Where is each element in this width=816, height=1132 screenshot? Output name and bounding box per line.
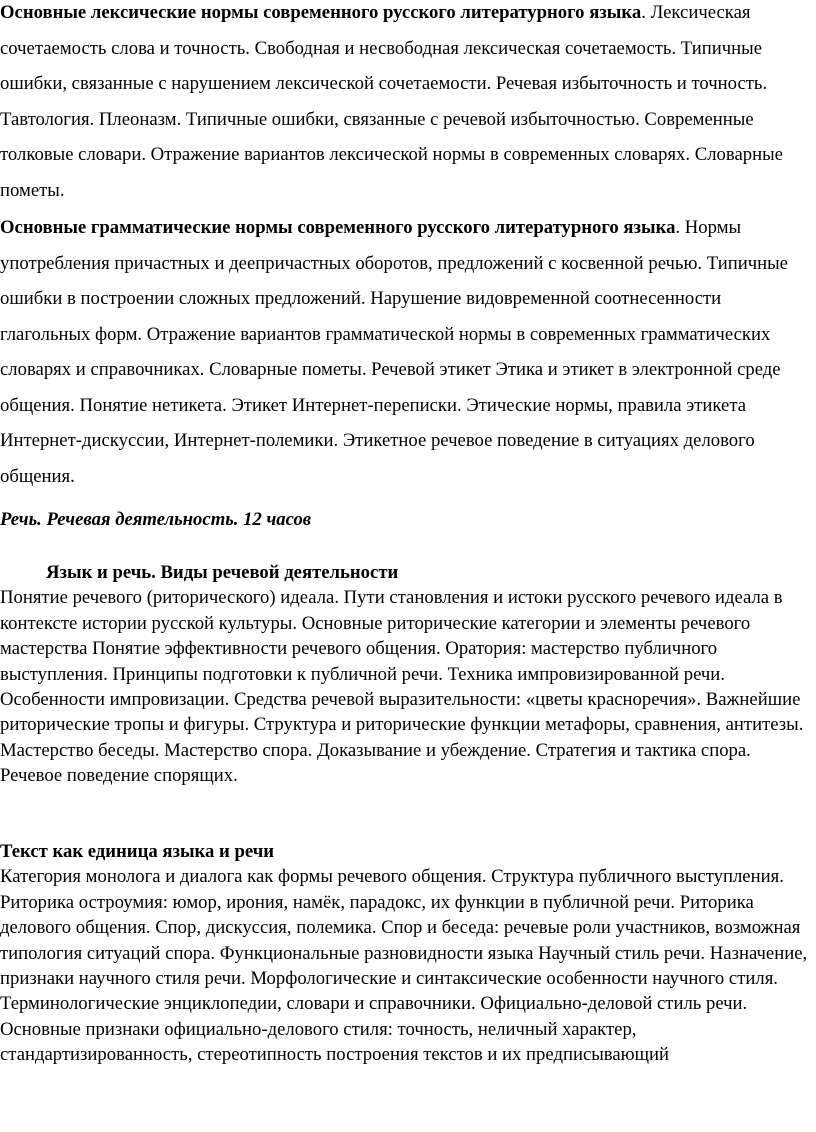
section-lexical-body: Лексическая сочетаемость слова и точность. Свободная и несвободная лексическая сочетаемость. Типичные ошибки, связанные с нарушением лексической сочетаемости. Речевая избыточность и точность. Тавтология. Плеоназм. Типичные ошибки, связанные с речевой избыточностью. Современные толковые словари. Отражение вариантов лексической нормы в современных словарях. Словарные пометы. <box>0 2 783 201</box>
section-language-speech <box>0 560 812 789</box>
section-grammatical-norms <box>0 210 812 494</box>
section-language-speech-heading: Язык и речь. Виды речевой деятельности <box>46 562 399 583</box>
section-lexical-paragraph <box>0 0 812 208</box>
section-text-unit-body: Категория монолога и диалога как формы речевого общения. Структура публичного выступления. Риторика остроумия: юмор, ирония, намёк, парадокс, их функции в публичной речи. Риторика делового общения. Спор, дискуссия, полемика. Спор и беседа: речевые роли участников, возможная типология ситуаций спора. Функциональные разновидности языка Научный стиль речи. Назначение, признаки научного стиля речи. Морфологические и синтаксические особенности научного стиля. Терминологические энциклопедии, словари и справочники. Официально-деловой стиль речи. Основные признаки официально-делового стиля: точность, неличный характер, стандартизированность, стереотипность построения текстов и их предписывающий <box>0 866 808 1066</box>
section-text-unit-heading: Текст как единица языка и речи <box>0 841 275 862</box>
section-grammatical-paragraph <box>0 210 812 494</box>
section-grammatical-body: Нормы употребления причастных и деепричастных оборотов, предложений с косвенной речью. Типичные ошибки в построении сложных предложений. Нарушение видовременной соотнесенности глагольных форм. Отражение вариантов грамматической нормы в современных грамматических словарях и справочниках. Словарные пометы. Речевой этикет Этика и этикет в электронной среде общения. Понятие нетикета. Этикет Интернет-переписки. Этические нормы, правила этикета Интернет-дискуссии, Интернет-полемики. Этикетное речевое поведение в ситуациях делового общения. <box>0 217 788 487</box>
section-language-speech-body: Понятие речевого (риторического) идеала. Пути становления и истоки русского речевого идеала в контексте истории русской культуры. Основные риторические категории и элементы речевого мастерства Понятие эффективности речевого общения. Оратория: мастерство публичного выступления. Принципы подготовки к публичной речи. Техника импровизированной речи. Особенности импровизации. Средства речевой выразительности: «цветы красноречия». Важнейшие риторические тропы и фигуры. Структура и риторические функции метафоры, сравнения, антитезы. Мастерство беседы. Мастерство спора. Доказывание и убеждение. Стратегия и тактика спора. Речевое поведение спорящих. <box>0 587 804 787</box>
section-lexical-norms <box>0 0 812 208</box>
section-grammatical-heading: Основные грамматические нормы современного русского литературного языка <box>0 217 676 238</box>
section-lexical-heading: Основные лексические нормы современного русского литературного языка <box>0 2 642 23</box>
module-title-block <box>0 507 812 533</box>
section-grammatical-heading-period: . <box>675 217 681 238</box>
module-title: Речь. Речевая деятельность. 12 часов <box>0 509 312 530</box>
section-lexical-heading-period: . <box>641 2 646 23</box>
section-text-unit <box>0 839 812 1068</box>
